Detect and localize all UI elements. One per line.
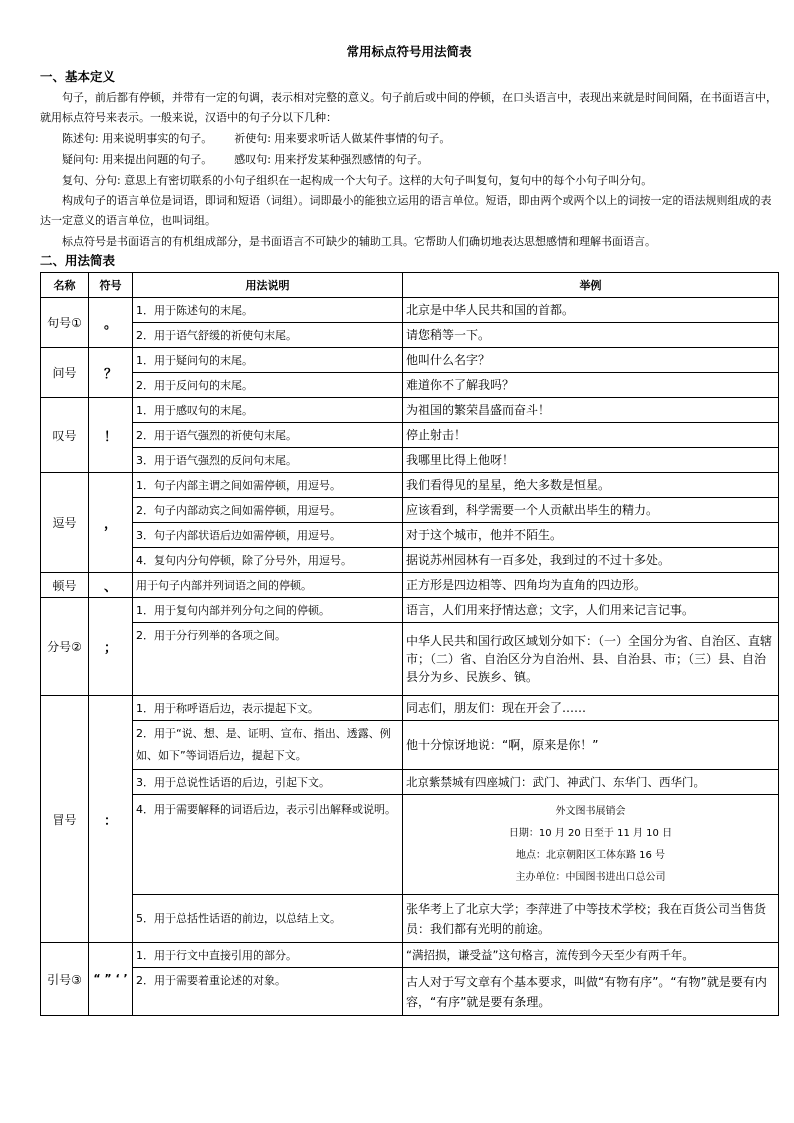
paragraph-punctuation: 标点符号是书面语言的有机组成部分，是书面语言不可缺少的辅助工具。它帮助人们确切地表达思想感情和理解书面语言。 <box>62 235 656 248</box>
header-name: 名称 <box>41 273 89 298</box>
usage-cell: 用于句子内部并列词语之间的停顿。 <box>133 573 403 598</box>
usage-cell: 2．用于“说、想、是、证明、宣布、指出、透露、例如、如下”等词语后边，提起下文。 <box>133 721 403 770</box>
section-heading-definitions: 一、基本定义 <box>40 69 116 84</box>
mark-symbol-period: 。 <box>89 298 133 348</box>
document <box>40 44 778 1016</box>
usage-cell: 2．用于语气舒缓的祈使句末尾。 <box>133 323 403 348</box>
table-row <box>41 943 779 968</box>
example-cell: 正方形是四边相等、四角均为直角的四边形。 <box>403 573 779 598</box>
mark-name-semicolon: 分号② <box>41 598 89 696</box>
example-cell: 对于这个城市，他并不陌生。 <box>403 523 779 548</box>
paragraph-compound: 复句、分句: 意思上有密切联系的小句子组织在一起构成一个大句子。这样的大句子叫复句，复句中的每个小句子叫分句。 <box>62 174 653 187</box>
mark-symbol-quotation: “ ” ‘ ’ <box>89 943 133 1016</box>
table-row <box>41 448 779 473</box>
table-row <box>41 795 779 895</box>
usage-cell: 1．用于疑问句的末尾。 <box>133 348 403 373</box>
example-cell: 古人对于写文章有个基本要求，叫做“有物有序”。“有物”就是要有内容，“有序”就是要有条理。 <box>403 968 779 1016</box>
usage-cell: 4．复句内分句停顿，除了分号外，用逗号。 <box>133 548 403 573</box>
mark-symbol-semicolon: ； <box>89 598 133 696</box>
table-row <box>41 373 779 398</box>
notice-title: 外文图书展销会 <box>555 805 626 817</box>
table-header-row <box>41 273 779 298</box>
table-row <box>41 968 779 1016</box>
table-row <box>41 548 779 573</box>
table-row <box>41 423 779 448</box>
example-cell: 应该看到，科学需要一个人贡献出毕生的精力。 <box>403 498 779 523</box>
mark-name-enumeration-comma: 顿号 <box>41 573 89 598</box>
table-row <box>41 696 779 721</box>
usage-cell: 4．用于需要解释的词语后边，表示引出解释或说明。 <box>133 795 403 895</box>
mark-name-exclamation: 叹号 <box>41 398 89 473</box>
usage-cell: 1．用于陈述句的末尾。 <box>133 298 403 323</box>
usage-cell: 1．用于复句内部并列分句之间的停顿。 <box>133 598 403 623</box>
usage-cell: 5．用于总括性话语的前边，以总结上文。 <box>133 895 403 943</box>
example-cell: 北京是中华人民共和国的首都。 <box>403 298 779 323</box>
table-row <box>41 323 779 348</box>
table-row <box>41 398 779 423</box>
example-cell: 我们看得见的星星，绝大多数是恒星。 <box>403 473 779 498</box>
definition-declarative: 陈述句: 用来说明事实的句子。 <box>62 132 213 145</box>
notice-organizer: 主办单位：中国图书进出口总公司 <box>515 871 666 883</box>
mark-name-colon: 冒号 <box>41 696 89 943</box>
usage-cell: 1．句子内部主谓之间如需停顿，用逗号。 <box>133 473 403 498</box>
mark-symbol-enumeration-comma: 、 <box>89 573 133 598</box>
usage-cell: 3．用于总说性话语的后边，引起下文。 <box>133 770 403 795</box>
mark-name-comma: 逗号 <box>41 473 89 573</box>
mark-name-question: 问号 <box>41 348 89 398</box>
table-row <box>41 598 779 623</box>
notice-place: 地点：北京朝阳区工体东路 16 号 <box>515 849 666 861</box>
usage-cell: 3．句子内部状语后边如需停顿，用逗号。 <box>133 523 403 548</box>
table-row <box>41 348 779 373</box>
example-cell: 语言，人们用来抒情达意；文字，人们用来记言记事。 <box>403 598 779 623</box>
mark-name-period: 句号① <box>41 298 89 348</box>
mark-symbol-comma: ， <box>89 473 133 573</box>
usage-cell: 2．句子内部动宾之间如需停顿，用逗号。 <box>133 498 403 523</box>
example-cell: 张华考上了北京大学；李萍进了中等技术学校；我在百货公司当售货员：我们都有光明的前途。 <box>403 895 779 943</box>
paragraph-sentence: 句子，前后都有停顿，并带有一定的句调，表示相对完整的意义。句子前后或中间的停顿，在口头语言中，表现出来就是时间间隔，在书面语言中，就用标点符号来表示。一般来说，汉语中的句子分以下几种： <box>40 91 777 124</box>
table-row <box>41 770 779 795</box>
example-cell: 北京紫禁城有四座城门：武门、神武门、东华门、西华门。 <box>403 770 779 795</box>
mark-symbol-colon: ： <box>89 696 133 943</box>
header-symbol: 符号 <box>89 273 133 298</box>
example-cell: 他十分惊讶地说：“啊，原来是你！” <box>403 721 779 770</box>
example-cell: 为祖国的繁荣昌盛而奋斗！ <box>403 398 779 423</box>
definition-exclamatory: 感叹句: 用来抒发某种强烈感情的句子。 <box>234 153 429 166</box>
table-row <box>41 573 779 598</box>
usage-cell: 1．用于称呼语后边，表示提起下文。 <box>133 696 403 721</box>
table-row <box>41 523 779 548</box>
usage-cell: 3．用于语气强烈的反问句末尾。 <box>133 448 403 473</box>
example-cell: 我哪里比得上他呀！ <box>403 448 779 473</box>
example-cell: 他叫什么名字？ <box>403 348 779 373</box>
paragraph-words: 构成句子的语言单位是词语，即词和短语（词组）。词即最小的能独立运用的语言单位。短语，即由两个或两个以上的词按一定的语法规则组成的表达一定意义的语言单位，也叫词组。 <box>40 194 772 227</box>
mark-name-quotation: 引号③ <box>41 943 89 1016</box>
example-cell: 停止射击！ <box>403 423 779 448</box>
table-row <box>41 498 779 523</box>
usage-cell: 2．用于需要着重论述的对象。 <box>133 968 403 1016</box>
usage-cell: 2．用于反问句的末尾。 <box>133 373 403 398</box>
table-row <box>41 298 779 323</box>
mark-symbol-exclamation: ！ <box>89 398 133 473</box>
example-cell: 请您稍等一下。 <box>403 323 779 348</box>
example-cell: “满招损，谦受益”这句格言，流传到今天至少有两千年。 <box>403 943 779 968</box>
definition-imperative: 祈使句: 用来要求听话人做某件事情的句子。 <box>234 132 451 145</box>
example-notice <box>403 795 779 895</box>
table-row <box>41 623 779 696</box>
usage-cell: 2．用于分行列举的各项之间。 <box>133 623 403 696</box>
definition-row <box>40 128 778 149</box>
example-cell: 同志们，朋友们：现在开会了…… <box>403 696 779 721</box>
notice-date: 日期：10 月 20 日至于 11 月 10 日 <box>508 827 673 839</box>
example-cell: 难道你不了解我吗？ <box>403 373 779 398</box>
punctuation-table <box>40 272 779 1016</box>
definition-interrogative: 疑问句: 用来提出问题的句子。 <box>62 153 213 166</box>
usage-cell: 1．用于感叹句的末尾。 <box>133 398 403 423</box>
usage-cell: 2．用于语气强烈的祈使句末尾。 <box>133 423 403 448</box>
header-usage: 用法说明 <box>133 273 403 298</box>
example-cell: 据说苏州园林有一百多处，我到过的不过十多处。 <box>403 548 779 573</box>
section-heading-table: 二、用法简表 <box>40 253 116 268</box>
header-example: 举例 <box>403 273 779 298</box>
table-row <box>41 895 779 943</box>
table-row <box>41 721 779 770</box>
definition-row <box>40 149 778 170</box>
usage-cell: 1．用于行文中直接引用的部分。 <box>133 943 403 968</box>
example-cell: 中华人民共和国行政区域划分如下：（一）全国分为省、自治区、直辖市；（二）省、自治区分为自治州、县、自治县、市；（三）县、自治县分为乡、民族乡、镇。 <box>403 623 779 696</box>
table-row <box>41 473 779 498</box>
mark-symbol-question: ？ <box>89 348 133 398</box>
page-title: 常用标点符号用法简表 <box>346 44 472 59</box>
